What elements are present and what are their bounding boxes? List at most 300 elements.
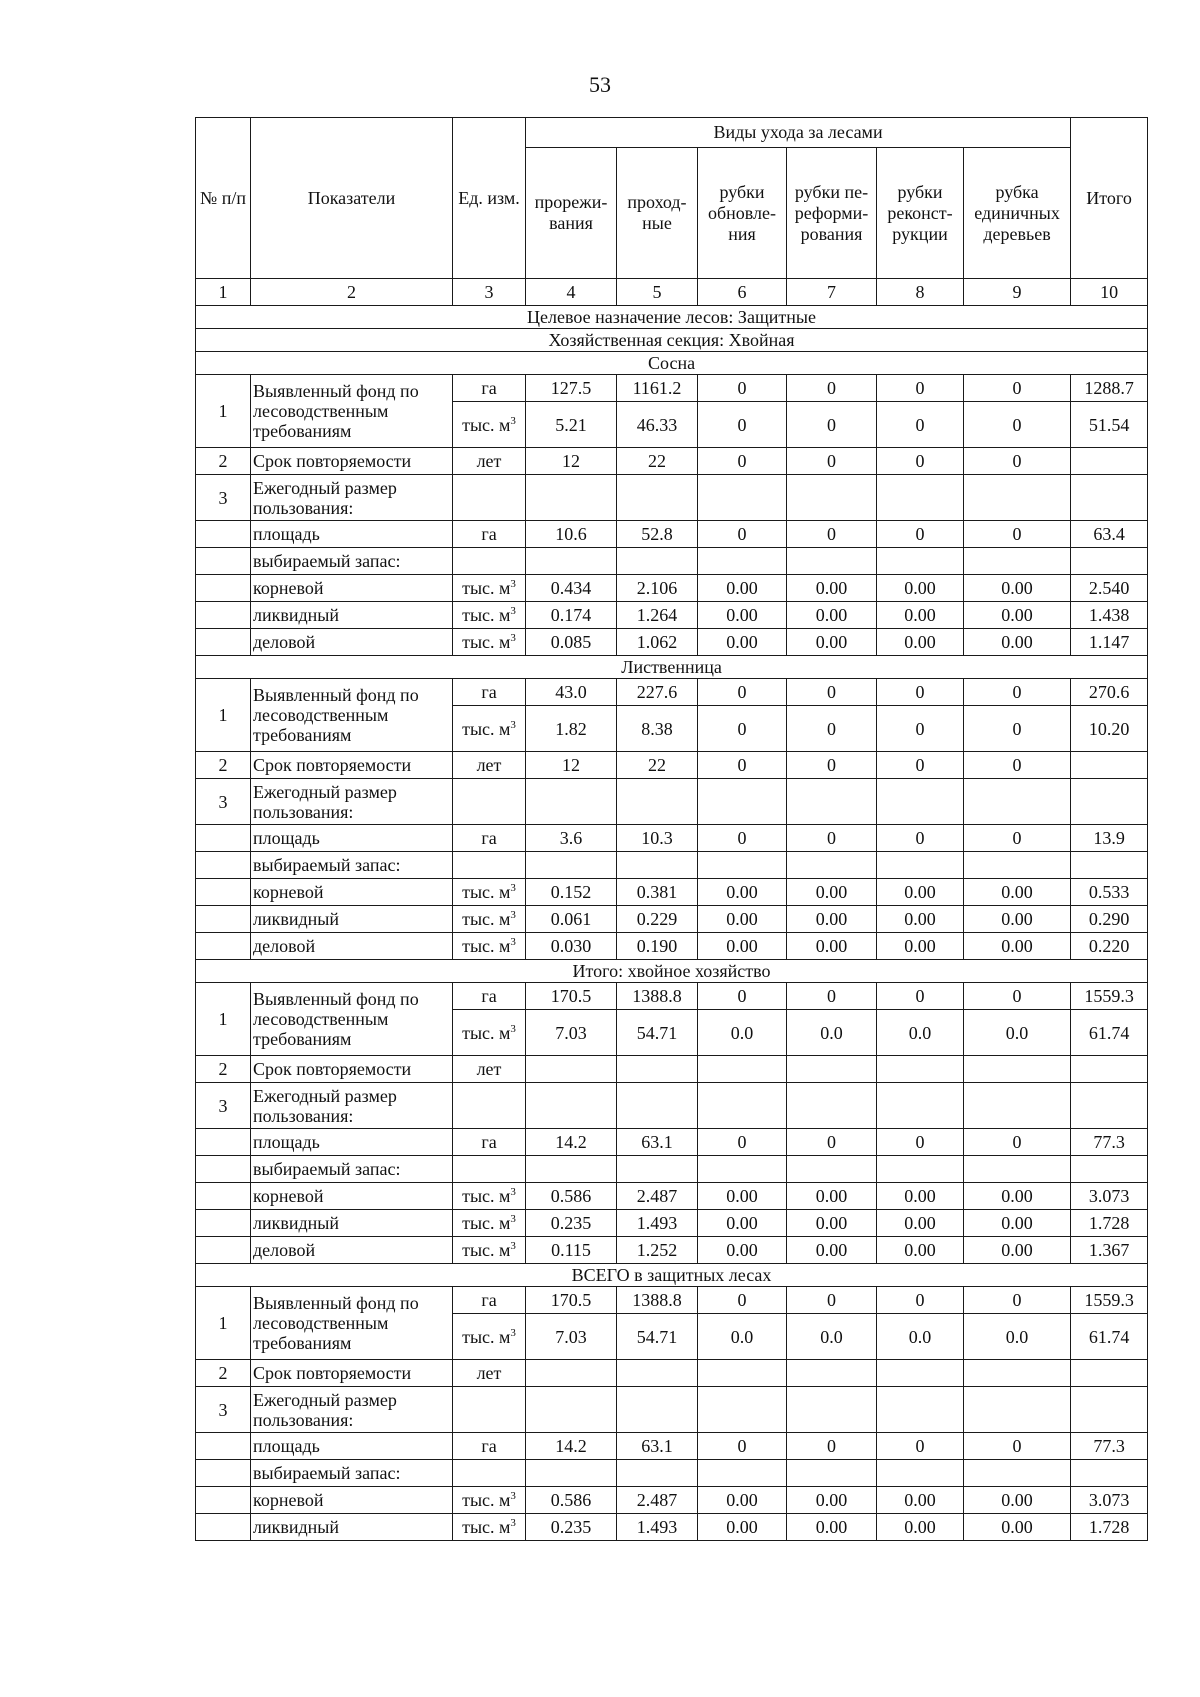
- empty-cell: [617, 1460, 698, 1487]
- unit-cell: [453, 933, 526, 960]
- value-cell: 1.493: [617, 1514, 698, 1541]
- value-cell: [1071, 752, 1148, 779]
- unit-superscript: 3: [510, 1490, 516, 1502]
- unit-cell: га: [453, 521, 526, 548]
- table-row: [196, 1487, 1148, 1514]
- value-cell: 0: [787, 1287, 877, 1314]
- row-number: 1: [196, 375, 251, 448]
- value-cell: 0: [698, 752, 787, 779]
- header-care-types: Виды ухода за лесами: [526, 118, 1071, 148]
- value-cell: 0.00: [787, 629, 877, 656]
- value-cell: 0.00: [698, 575, 787, 602]
- unit-superscript: 3: [510, 1022, 516, 1035]
- empty-cell: [877, 548, 964, 575]
- empty-cell: [617, 1083, 698, 1129]
- value-cell: [698, 1360, 787, 1387]
- unit-cell: [453, 1210, 526, 1237]
- unit-cell: [453, 548, 526, 575]
- unit-cell: [453, 879, 526, 906]
- indicator-fund: Выявленный фонд по лесоводственным требованиям: [251, 375, 453, 448]
- unit-cell: га: [453, 1287, 526, 1314]
- value-cell: 0: [787, 1129, 877, 1156]
- value-cell: 0: [698, 1129, 787, 1156]
- block-title: Итого: хвойное хозяйство: [196, 960, 1148, 983]
- unit-superscript: 3: [510, 882, 516, 894]
- value-cell: 0: [964, 752, 1071, 779]
- empty-cell: [1071, 1083, 1148, 1129]
- value-cell: 1.147: [1071, 629, 1148, 656]
- row-number: [196, 602, 251, 629]
- indicator-stock: выбираемый запас:: [251, 852, 453, 879]
- indicator-annual: Ежегодный размер пользования:: [251, 1387, 453, 1433]
- table-row: [196, 1514, 1148, 1541]
- indicator-liquid: ликвидный: [251, 906, 453, 933]
- value-cell: 0: [964, 1129, 1071, 1156]
- value-cell: 0.00: [964, 1183, 1071, 1210]
- value-cell: 0.00: [877, 1210, 964, 1237]
- colnum-2: 2: [251, 279, 453, 306]
- table-row: [196, 1210, 1148, 1237]
- unit-text: тыс. м: [462, 882, 511, 902]
- empty-cell: [698, 1156, 787, 1183]
- indicator-period: Срок повторяемости: [251, 1360, 453, 1387]
- value-cell: [698, 1056, 787, 1083]
- empty-cell: [526, 852, 617, 879]
- value-cell: 0.00: [964, 1514, 1071, 1541]
- value-cell: 7.03: [526, 1314, 617, 1360]
- value-cell: 0: [964, 375, 1071, 402]
- indicator-period: Срок повторяемости: [251, 1056, 453, 1083]
- value-cell: 0.00: [964, 1237, 1071, 1264]
- value-cell: 0.00: [698, 1237, 787, 1264]
- value-cell: [1071, 448, 1148, 475]
- indicator-liquid: ликвидный: [251, 1210, 453, 1237]
- value-cell: 3.6: [526, 825, 617, 852]
- value-cell: 0.586: [526, 1183, 617, 1210]
- table-row: [196, 879, 1148, 906]
- value-cell: 14.2: [526, 1129, 617, 1156]
- value-cell: 0.00: [698, 1210, 787, 1237]
- row-number: [196, 629, 251, 656]
- indicator-root: корневой: [251, 879, 453, 906]
- value-cell: 0.152: [526, 879, 617, 906]
- row-number: [196, 1210, 251, 1237]
- value-cell: 0: [964, 679, 1071, 706]
- unit-superscript: 3: [510, 605, 516, 617]
- value-cell: 13.9: [1071, 825, 1148, 852]
- unit-superscript: 3: [510, 1240, 516, 1252]
- value-cell: 1.252: [617, 1237, 698, 1264]
- value-cell: 0.00: [877, 933, 964, 960]
- value-cell: 0: [964, 825, 1071, 852]
- empty-cell: [698, 475, 787, 521]
- empty-cell: [964, 548, 1071, 575]
- header-renewal: рубки обновле-ния: [698, 148, 787, 279]
- value-cell: 46.33: [617, 402, 698, 448]
- indicator-root: корневой: [251, 1183, 453, 1210]
- unit-text: тыс. м: [462, 936, 511, 956]
- table-row: [196, 1433, 1148, 1460]
- value-cell: 0.190: [617, 933, 698, 960]
- unit-cell: [453, 852, 526, 879]
- empty-cell: [787, 1387, 877, 1433]
- value-cell: 0.00: [787, 1183, 877, 1210]
- value-cell: 1.264: [617, 602, 698, 629]
- value-cell: 0: [877, 706, 964, 752]
- unit-text: тыс. м: [462, 1186, 511, 1206]
- empty-cell: [526, 1387, 617, 1433]
- value-cell: 0: [787, 679, 877, 706]
- unit-text: тыс. м: [462, 605, 511, 625]
- table-row: [196, 629, 1148, 656]
- value-cell: 0: [877, 1129, 964, 1156]
- value-cell: 0.00: [877, 879, 964, 906]
- header-reconstruction: рубки реконст-рукции: [877, 148, 964, 279]
- value-cell: [617, 1056, 698, 1083]
- value-cell: 0.434: [526, 575, 617, 602]
- value-cell: 1559.3: [1071, 1287, 1148, 1314]
- value-cell: 0.00: [877, 629, 964, 656]
- header-thinning: прорежи-вания: [526, 148, 617, 279]
- value-cell: [964, 1056, 1071, 1083]
- value-cell: 0: [964, 1433, 1071, 1460]
- value-cell: 0.00: [698, 879, 787, 906]
- table-row: [196, 825, 1148, 852]
- page-number: 53: [589, 72, 611, 97]
- empty-cell: [617, 475, 698, 521]
- row-number: 2: [196, 448, 251, 475]
- value-cell: 0.00: [698, 906, 787, 933]
- value-cell: 0.0: [698, 1314, 787, 1360]
- row-number: 1: [196, 679, 251, 752]
- empty-cell: [787, 1156, 877, 1183]
- indicator-annual: Ежегодный размер пользования:: [251, 475, 453, 521]
- unit-text: тыс. м: [462, 578, 511, 598]
- value-cell: 0: [787, 402, 877, 448]
- table-row: [196, 1083, 1148, 1129]
- value-cell: 0: [698, 375, 787, 402]
- value-cell: 77.3: [1071, 1129, 1148, 1156]
- empty-cell: [526, 1156, 617, 1183]
- unit-text: тыс. м: [462, 1517, 511, 1537]
- unit-cell: [453, 1237, 526, 1264]
- empty-cell: [617, 548, 698, 575]
- colnum-7: 7: [787, 279, 877, 306]
- indicator-area: площадь: [251, 1433, 453, 1460]
- value-cell: 0.00: [787, 602, 877, 629]
- indicator-fund: Выявленный фонд по лесоводственным требованиям: [251, 1287, 453, 1360]
- unit-cell: [453, 1514, 526, 1541]
- empty-cell: [617, 779, 698, 825]
- table-row: [196, 602, 1148, 629]
- unit-cell: [453, 629, 526, 656]
- indicator-area: площадь: [251, 1129, 453, 1156]
- value-cell: 0: [877, 448, 964, 475]
- value-cell: 0.00: [787, 933, 877, 960]
- section-title: Хозяйственная секция: Хвойная: [196, 329, 1148, 352]
- indicator-period: Срок повторяемости: [251, 752, 453, 779]
- indicator-business: деловой: [251, 629, 453, 656]
- value-cell: [787, 1056, 877, 1083]
- value-cell: 22: [617, 752, 698, 779]
- value-cell: 0.00: [877, 1487, 964, 1514]
- value-cell: 0.00: [964, 575, 1071, 602]
- unit-cell: га: [453, 679, 526, 706]
- unit-cell: [453, 1156, 526, 1183]
- empty-cell: [698, 779, 787, 825]
- unit-text: тыс. м: [462, 1213, 511, 1233]
- empty-cell: [877, 1387, 964, 1433]
- unit-cell: [453, 1183, 526, 1210]
- indicator-stock: выбираемый запас:: [251, 1460, 453, 1487]
- empty-cell: [526, 1083, 617, 1129]
- table-row: [196, 1156, 1148, 1183]
- empty-cell: [877, 1460, 964, 1487]
- indicator-liquid: ликвидный: [251, 602, 453, 629]
- value-cell: 0.290: [1071, 906, 1148, 933]
- unit-cell: [453, 1487, 526, 1514]
- value-cell: 0.229: [617, 906, 698, 933]
- empty-cell: [1071, 1460, 1148, 1487]
- unit-superscript: 3: [510, 909, 516, 921]
- table-row: [196, 1387, 1148, 1433]
- row-number: [196, 1487, 251, 1514]
- value-cell: 0.00: [964, 933, 1071, 960]
- row-number: 1: [196, 1287, 251, 1360]
- value-cell: 0: [964, 1287, 1071, 1314]
- value-cell: 0.00: [877, 1237, 964, 1264]
- indicator-business: деловой: [251, 933, 453, 960]
- header-single-trees: рубка единичных деревьев: [964, 148, 1071, 279]
- row-number: [196, 1237, 251, 1264]
- table-row: [196, 1237, 1148, 1264]
- value-cell: 0.0: [877, 1010, 964, 1056]
- value-cell: 51.54: [1071, 402, 1148, 448]
- unit-cell: [453, 906, 526, 933]
- value-cell: 2.540: [1071, 575, 1148, 602]
- unit-text: тыс. м: [462, 1326, 511, 1347]
- empty-cell: [964, 1460, 1071, 1487]
- unit-cell: [453, 1083, 526, 1129]
- empty-cell: [698, 1460, 787, 1487]
- value-cell: 0: [787, 983, 877, 1010]
- row-number: 1: [196, 983, 251, 1056]
- table-row: [196, 1183, 1148, 1210]
- value-cell: 0.00: [698, 1514, 787, 1541]
- value-cell: 127.5: [526, 375, 617, 402]
- value-cell: [526, 1360, 617, 1387]
- value-cell: 1388.8: [617, 1287, 698, 1314]
- value-cell: 0: [877, 1287, 964, 1314]
- unit-cell: лет: [453, 752, 526, 779]
- indicator-fund: Выявленный фонд по лесоводственным требованиям: [251, 679, 453, 752]
- row-number: [196, 575, 251, 602]
- empty-cell: [617, 852, 698, 879]
- value-cell: 0.00: [964, 906, 1071, 933]
- unit-cell: [453, 575, 526, 602]
- value-cell: 0: [787, 825, 877, 852]
- value-cell: 0.00: [787, 1210, 877, 1237]
- unit-text: тыс. м: [462, 1490, 511, 1510]
- value-cell: 0.00: [964, 629, 1071, 656]
- unit-cell: га: [453, 1129, 526, 1156]
- empty-cell: [787, 475, 877, 521]
- value-cell: 0: [787, 1433, 877, 1460]
- empty-cell: [1071, 779, 1148, 825]
- empty-cell: [1071, 852, 1148, 879]
- value-cell: 0.174: [526, 602, 617, 629]
- value-cell: [877, 1360, 964, 1387]
- value-cell: 0.00: [698, 1183, 787, 1210]
- value-cell: 0.0: [877, 1314, 964, 1360]
- value-cell: 0: [698, 521, 787, 548]
- table-row: [196, 983, 1148, 1010]
- value-cell: 61.74: [1071, 1010, 1148, 1056]
- value-cell: 3.073: [1071, 1487, 1148, 1514]
- row-number: 3: [196, 475, 251, 521]
- value-cell: 54.71: [617, 1314, 698, 1360]
- value-cell: 1288.7: [1071, 375, 1148, 402]
- colnum-8: 8: [877, 279, 964, 306]
- empty-cell: [964, 779, 1071, 825]
- empty-cell: [698, 548, 787, 575]
- value-cell: 77.3: [1071, 1433, 1148, 1460]
- table-row: [196, 521, 1148, 548]
- value-cell: 170.5: [526, 1287, 617, 1314]
- unit-text: тыс. м: [462, 1022, 511, 1043]
- unit-superscript: 3: [510, 936, 516, 948]
- value-cell: 0.00: [698, 1487, 787, 1514]
- header-indicators: Показатели: [251, 118, 453, 279]
- value-cell: [964, 1360, 1071, 1387]
- value-cell: 0: [877, 752, 964, 779]
- value-cell: 10.20: [1071, 706, 1148, 752]
- value-cell: 0.115: [526, 1237, 617, 1264]
- value-cell: 0.00: [787, 879, 877, 906]
- value-cell: 0: [964, 448, 1071, 475]
- empty-cell: [787, 1083, 877, 1129]
- colnum-4: 4: [526, 279, 617, 306]
- value-cell: 0.00: [787, 1487, 877, 1514]
- value-cell: 0.00: [698, 629, 787, 656]
- value-cell: 2.106: [617, 575, 698, 602]
- value-cell: 0.533: [1071, 879, 1148, 906]
- header-passage: проход-ные: [617, 148, 698, 279]
- value-cell: 0.00: [787, 1514, 877, 1541]
- column-numbers-row: [196, 279, 1148, 306]
- unit-cell: га: [453, 825, 526, 852]
- row-number: [196, 1514, 251, 1541]
- value-cell: 0: [877, 679, 964, 706]
- empty-cell: [787, 852, 877, 879]
- value-cell: 54.71: [617, 1010, 698, 1056]
- value-cell: 52.8: [617, 521, 698, 548]
- table-row: [196, 1056, 1148, 1083]
- value-cell: 12: [526, 752, 617, 779]
- unit-superscript: 3: [510, 1186, 516, 1198]
- empty-cell: [877, 852, 964, 879]
- indicator-fund: Выявленный фонд по лесоводственным требованиям: [251, 983, 453, 1056]
- header-unit: Ед. изм.: [453, 118, 526, 279]
- unit-text: тыс. м: [462, 909, 511, 929]
- value-cell: 0.0: [787, 1010, 877, 1056]
- unit-cell: [453, 602, 526, 629]
- value-cell: 7.03: [526, 1010, 617, 1056]
- value-cell: 0.00: [698, 602, 787, 629]
- value-cell: 22: [617, 448, 698, 475]
- unit-superscript: 3: [510, 1213, 516, 1225]
- empty-cell: [964, 1387, 1071, 1433]
- value-cell: 1.062: [617, 629, 698, 656]
- indicator-stock: выбираемый запас:: [251, 1156, 453, 1183]
- value-cell: 1388.8: [617, 983, 698, 1010]
- value-cell: 0: [698, 706, 787, 752]
- empty-cell: [787, 779, 877, 825]
- table-row: [196, 1460, 1148, 1487]
- header-total: Итого: [1071, 118, 1148, 279]
- value-cell: 0.085: [526, 629, 617, 656]
- unit-cell: [453, 779, 526, 825]
- value-cell: 0.061: [526, 906, 617, 933]
- empty-cell: [1071, 548, 1148, 575]
- value-cell: 0.00: [877, 602, 964, 629]
- unit-cell: [453, 1314, 526, 1360]
- colnum-5: 5: [617, 279, 698, 306]
- unit-superscript: 3: [510, 578, 516, 590]
- colnum-3: 3: [453, 279, 526, 306]
- value-cell: [1071, 1360, 1148, 1387]
- row-number: 2: [196, 752, 251, 779]
- unit-cell: [453, 475, 526, 521]
- value-cell: 0: [964, 521, 1071, 548]
- value-cell: 170.5: [526, 983, 617, 1010]
- table-row: [196, 575, 1148, 602]
- empty-cell: [964, 475, 1071, 521]
- value-cell: 63.1: [617, 1129, 698, 1156]
- empty-cell: [698, 1387, 787, 1433]
- empty-cell: [698, 1083, 787, 1129]
- unit-superscript: 3: [510, 1517, 516, 1529]
- table-row: [196, 448, 1148, 475]
- unit-cell: [453, 402, 526, 448]
- value-cell: 1.438: [1071, 602, 1148, 629]
- row-number: [196, 906, 251, 933]
- indicator-root: корневой: [251, 1487, 453, 1514]
- indicator-root: корневой: [251, 575, 453, 602]
- value-cell: 43.0: [526, 679, 617, 706]
- empty-cell: [787, 548, 877, 575]
- forest-care-table: [195, 117, 1148, 1541]
- value-cell: 0: [787, 706, 877, 752]
- indicator-period: Срок повторяемости: [251, 448, 453, 475]
- unit-cell: га: [453, 983, 526, 1010]
- unit-cell: [453, 1460, 526, 1487]
- value-cell: 0: [698, 679, 787, 706]
- value-cell: [526, 1056, 617, 1083]
- unit-superscript: 3: [510, 632, 516, 644]
- row-number: [196, 1183, 251, 1210]
- empty-cell: [1071, 475, 1148, 521]
- row-number: [196, 1129, 251, 1156]
- value-cell: 1.728: [1071, 1210, 1148, 1237]
- value-cell: 14.2: [526, 1433, 617, 1460]
- value-cell: 1.367: [1071, 1237, 1148, 1264]
- unit-text: тыс. м: [462, 1240, 511, 1260]
- value-cell: 10.3: [617, 825, 698, 852]
- indicator-liquid: ликвидный: [251, 1514, 453, 1541]
- value-cell: 0: [698, 983, 787, 1010]
- unit-cell: лет: [453, 1056, 526, 1083]
